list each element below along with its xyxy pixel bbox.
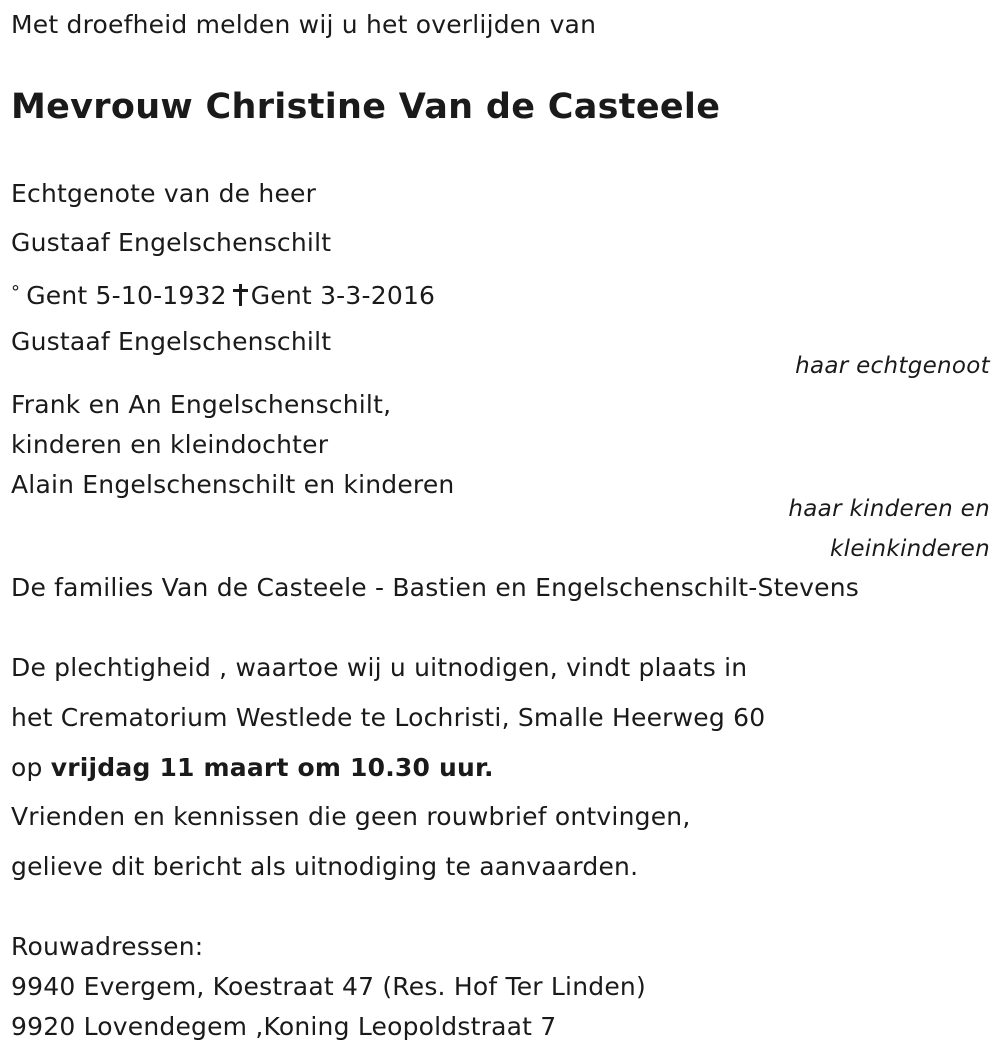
death-text: Gent 3-3-2016 <box>250 281 436 310</box>
ceremony-line-3 <box>11 753 494 783</box>
addresses-label: Rouwadressen: <box>11 932 204 961</box>
children-role-line-2: kleinkinderen <box>830 536 990 562</box>
ceremony-line-2: het Crematorium Westlede te Lochristi, Smalle Heerweg 60 <box>11 703 766 732</box>
deceased-name: Mevrouw Christine Van de Casteele <box>11 87 721 127</box>
families-line: De families Van de Casteele - Bastien en Engelschenschilt-Stevens <box>11 573 860 602</box>
spouse-name: Gustaaf Engelschenschilt <box>11 228 332 257</box>
birth-text: Gent 5-10-1932 <box>26 281 227 310</box>
ceremony-date-prefix: op <box>11 753 51 782</box>
husband-role: haar echtgenoot <box>795 353 990 379</box>
birth-death-line <box>11 278 435 311</box>
ceremony-date: vrijdag 11 maart om 10.30 uur. <box>50 753 494 782</box>
address-2: 9920 Lovendegem ,Koning Leopoldstraat 7 <box>11 1012 557 1041</box>
address-1: 9940 Evergem, Koestraat 47 (Res. Hof Ter Linden) <box>11 972 646 1001</box>
cross-icon <box>233 284 247 306</box>
birth-symbol: ° <box>11 282 21 303</box>
children-role-line-1: haar kinderen en <box>788 496 990 522</box>
spouse-label: Echtgenote van de heer <box>11 179 317 208</box>
intro-text: Met droefheid melden wij u het overlijden van <box>11 10 597 39</box>
children-line-3: Alain Engelschenschilt en kinderen <box>11 470 455 499</box>
husband-line: Gustaaf Engelschenschilt <box>11 327 332 356</box>
ceremony-line-5: gelieve dit bericht als uitnodiging te aanvaarden. <box>11 852 639 881</box>
ceremony-line-4: Vrienden en kennissen die geen rouwbrief ontvingen, <box>11 802 691 831</box>
ceremony-line-1: De plechtigheid , waartoe wij u uitnodigen, vindt plaats in <box>11 653 748 682</box>
children-line-2: kinderen en kleindochter <box>11 430 329 459</box>
children-line-1: Frank en An Engelschenschilt, <box>11 390 392 419</box>
